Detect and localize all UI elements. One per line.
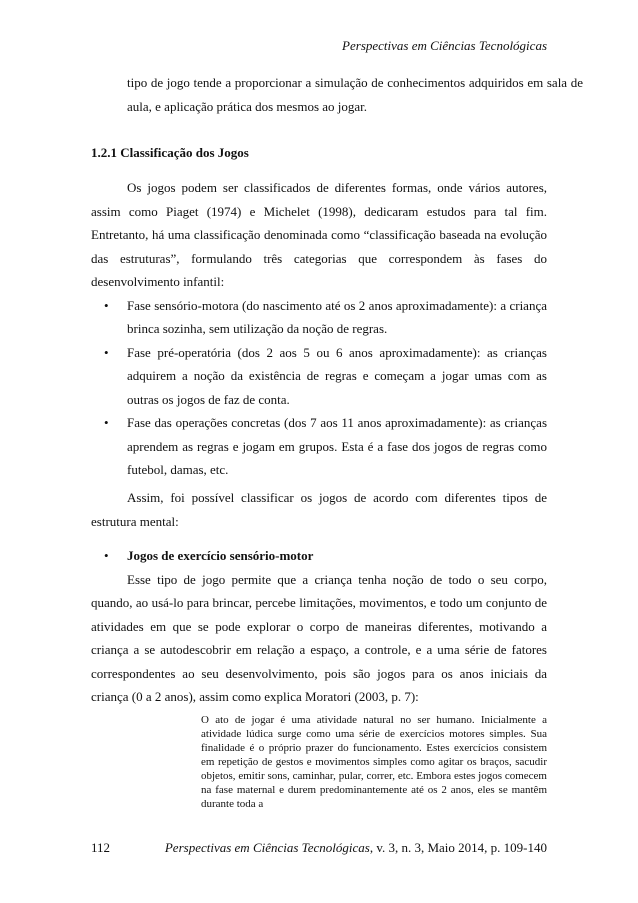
running-header: Perspectivas em Ciências Tecnológicas <box>342 38 547 53</box>
phase-item-sensorimotor <box>91 294 547 341</box>
intro-continuation <box>91 71 583 118</box>
phase-item-text: Fase sensório-motora (do nascimento até os 2 anos aproximadamente): a criança brinca sozinha, sem utilização da noção de regras. <box>127 297 547 336</box>
section-body <box>91 176 547 482</box>
game-type-list <box>91 544 547 568</box>
footer-journal: Perspectivas em Ciências Tecnológicas <box>164 840 370 855</box>
phase-item-preoperational <box>91 341 547 412</box>
intro-continuation-text: tipo de jogo tende a proporcionar a simulação de conhecimentos adquiridos em sala de aula, e aplicação prática dos mesmos ao jogar. <box>127 75 583 114</box>
mental-structure-intro <box>91 486 547 533</box>
footer-citation-details: , v. 3, n. 3, Maio 2014, p. 109-140 <box>369 840 547 855</box>
phase-list <box>91 294 547 482</box>
footer-citation <box>165 840 547 856</box>
game-type-item <box>91 544 547 568</box>
game-type-heading: Jogos de exercício sensório-motor <box>127 548 314 563</box>
paragraph-sensorimotor: Esse tipo de jogo permite que a criança tenha noção de todo o seu corpo, quando, ao usá-lo para brincar, percebe limitações, movimentos, e todo um conjunto de atividades em que se pode explorar o corpo de maneiras diferentes, motivando a criança a se autodescobrir em relação a espaço, a controle, e a uma série de fatores correspondentes ao seu desenvolvimento, pois são jogos para os anos iniciais da criança (0 a 2 anos), assim como explica Moratori (2003, p. 7): <box>91 571 547 704</box>
page-number: 112 <box>91 840 111 855</box>
paragraph-classification: Os jogos podem ser classificados de diferentes formas, onde vários autores, assim como Piaget (1974) e Michelet (1998), dedicaram estudos para tal fim. Entretanto, há uma classificação denominada como “classificação baseada na evolução das estruturas”, formulando três categorias que correspondem às fases do desenvolvimento infantil: <box>91 180 547 289</box>
sensorimotor-section <box>91 544 547 709</box>
block-quote: O ato de jogar é uma atividade natural no ser humano. Inicialmente a atividade lúdica surge como uma série de exercícios motores simples. Sua finalidade é o próprio prazer do funcionamento. Estes exercícios consistem em repetição de gestos e movimentos simples como agitar os braços, sacudir objetos, emitir sons, caminhar, pular, correr, etc. Embora estes jogos comecem na fase maternal e durem predominantemente até os 2 anos, eles se mantêm durante toda a <box>201 714 547 810</box>
phase-item-text: Fase pré-operatória (dos 2 aos 5 ou 6 anos aproximadamente): as crianças adquirem a noção da existência de regras e começam a jogar umas com as outras os jogos de faz de conta. <box>127 344 547 407</box>
phase-item-concrete-operations <box>91 411 547 482</box>
section-heading: 1.2.1 Classificação dos Jogos <box>91 145 249 160</box>
paragraph-mental-structure: Assim, foi possível classificar os jogos de acordo com diferentes tipos de estrutura mental: <box>91 490 547 529</box>
phase-item-text: Fase das operações concretas (dos 7 aos 11 anos aproximadamente): as crianças aprendem as regras e jogam em grupos. Esta é a fase dos jogos de regras como futebol, damas, etc. <box>127 415 547 477</box>
